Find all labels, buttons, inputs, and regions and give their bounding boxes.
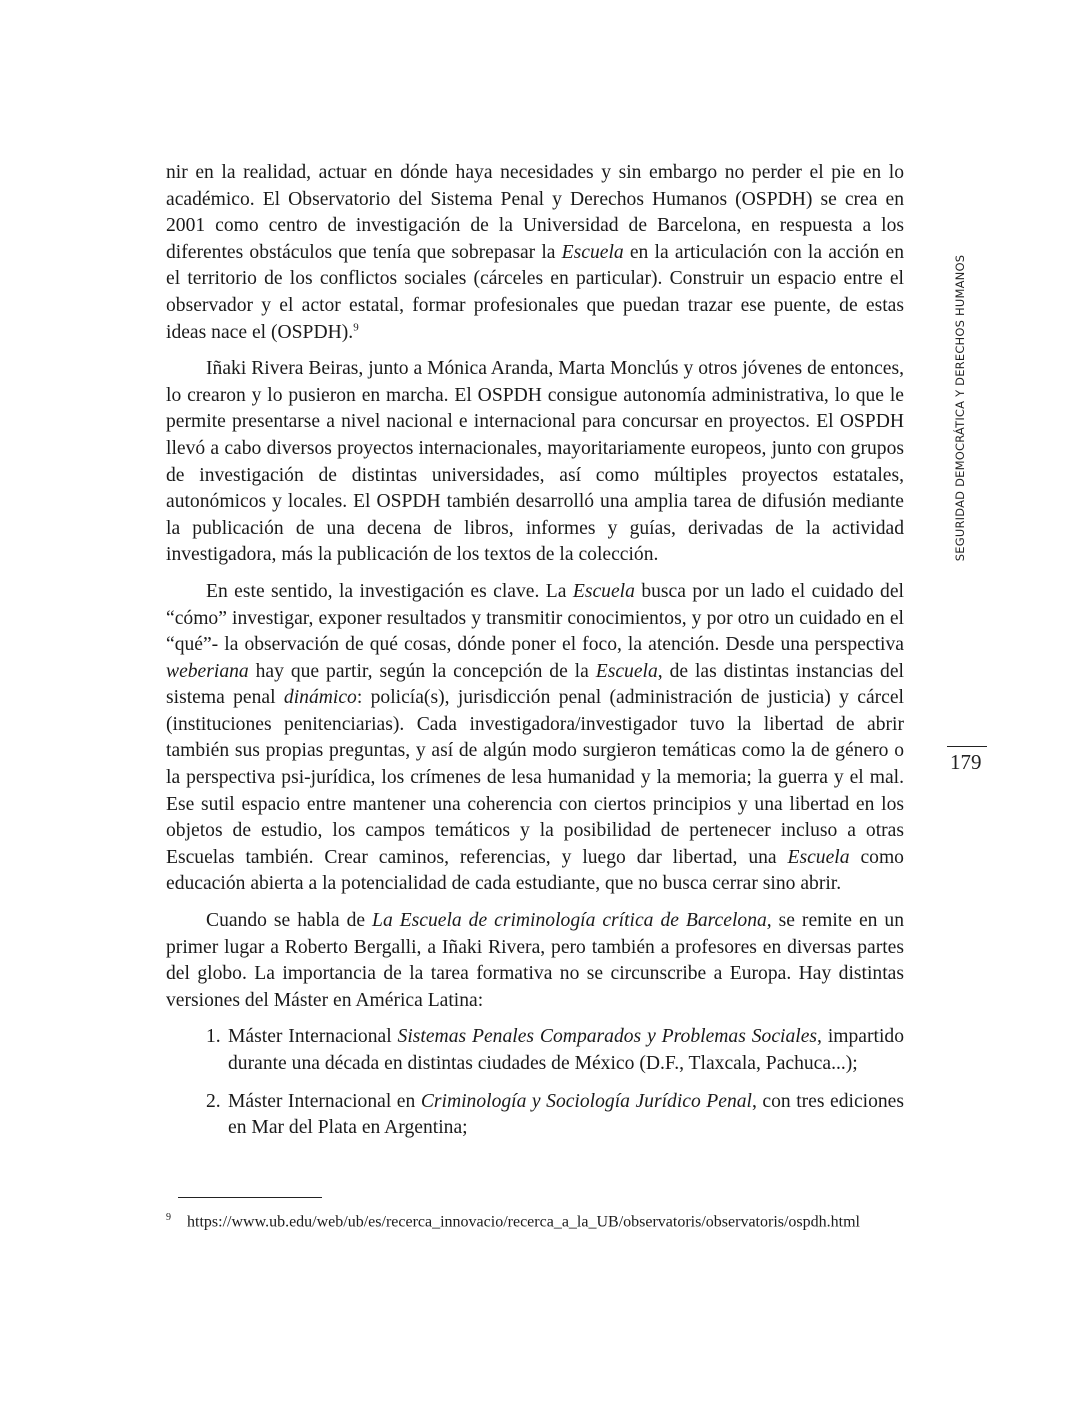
list-item: [166, 1024, 904, 1077]
master-list: [166, 1024, 904, 1141]
paragraph-3: [166, 579, 904, 898]
footnote-divider: [178, 1197, 322, 1198]
text-run: Máster Internacional: [228, 1026, 398, 1048]
footnote-reference[interactable]: 9: [353, 321, 359, 334]
text-run: busca por un lado el cuidado del “cómo” investigar, exponer resultados y transmitir conocimientos, y por otro un cuidado en el “qué”- la observación de qué cosas, dónde poner el foco, la atención. Desde una perspectiva: [166, 580, 904, 656]
list-item: [166, 1089, 904, 1142]
footnote-link[interactable]: https://www.ub.edu/web/ub/es/recerca_innovacio/recerca_a_la_UB/observatoris/observatoris/ospdh.html: [187, 1213, 860, 1231]
italic-term: La Escuela de criminología crítica de Barcelona,: [372, 910, 772, 932]
page-number-rule: [947, 746, 987, 747]
list-number: 2.: [206, 1090, 221, 1112]
italic-term: Sistemas Penales Comparados y Problemas Sociales: [397, 1026, 818, 1048]
italic-term: Escuela: [572, 580, 635, 602]
italic-term: dinámico: [283, 687, 357, 709]
running-head: [950, 248, 970, 568]
text-run: Máster Internacional en: [228, 1090, 421, 1112]
text-run: Iñaki Rivera Beiras, junto a Mónica Aranda, Marta Monclús y otros jóvenes de entonces, lo crearon y lo pusieron en marcha. El OSPDH consigue autonomía administrativa, lo que le permite presentarse a nivel nacional e internacional para concursar en proyectos. El OSPDH llevó a cabo diversos proyectos internacionales, mayoritariamente europeos, junto con grupos de investigación de distintas universidades, así como múltiples proyectos estatales, autonómicos y locales. El OSPDH también desarrolló una amplia tarea de difusión mediante la publicación de una decena de libros, informes y guías, derivadas de la actividad investigadora, más la publicación de los textos de la colección.: [166, 358, 904, 566]
running-head-text: SEGURIDAD DEMOCRÁTICA Y DERECHOS HUMANOS: [953, 254, 967, 562]
text-run: como educación abierta a la potencialidad de cada estudiante, que no busca cerrar sino abrir.: [166, 846, 904, 895]
text-run: hay que partir, según la concepción de la: [248, 660, 596, 682]
text-run: se remite en un primer lugar a Roberto Bergalli, a Iñaki Rivera, pero también a profesores en diversas partes del globo. La importancia de la tarea formativa no se circunscribe a Europa. Hay distintas versiones del Máster en América Latina:: [166, 910, 904, 1011]
italic-term: Escuela: [561, 241, 624, 263]
footnote: [166, 1206, 904, 1234]
text-run: , de las distintas instancias del sistema penal: [166, 660, 904, 709]
text-run: en la articulación con la acción en el territorio de los conflictos sociales (cárceles en particular). Construir un espacio entre el observador y el actor estatal, formar profesionales que puedan trazar ese puente, de estas ideas nace el (OSPDH).: [166, 241, 904, 343]
text-run: Cuando se habla de: [206, 910, 373, 932]
italic-term: Escuela: [787, 846, 850, 868]
footnote-mark: 9: [166, 1212, 171, 1223]
italic-term: weberiana: [166, 660, 249, 682]
text-run: : policía(s), jurisdicción penal (administración de justicia) y cárcel (instituciones penitenciarias). Cada investigadora/investigador tuvo la libertad de abrir también sus propias preguntas, y así de algún modo surgieron temáticas como la de género o la perspectiva psi-jurídica, los crímenes de lesa humanidad y la memoria; la guerra y el mal. Ese sutil espacio entre mantener una coherencia con ciertos principios y una libertad en los objetos de estudio, los campos temáticos y la posibilidad de pertenecer incluso a otras Escuelas también. Crear caminos, referencias, y luego dar libertad, una: [166, 687, 905, 868]
body-text: [166, 160, 904, 1153]
italic-term: Escuela: [595, 660, 658, 682]
text-run: , impartido durante una década en distintas ciudades de México (D.F., Tlaxcala, Pachuca...);: [228, 1026, 905, 1074]
text-run: , con tres ediciones en Mar del Plata en Argentina;: [228, 1090, 905, 1139]
page-number: 179: [950, 750, 982, 774]
italic-term: Criminología y Sociología Jurídico Penal: [420, 1090, 752, 1112]
text-run: nir en la realidad, actuar en dónde haya necesidades y sin embargo no perder el pie en lo académico. El Observatorio del Sistema Penal y Derechos Humanos (OSPDH) se crea en 2001 como centro de investigación de la Universidad de Barcelona, en respuesta a los diferentes obstáculos que tenía que sobrepasar la: [166, 162, 904, 263]
list-number: 1.: [206, 1026, 221, 1048]
text-run: En este sentido, la investigación es clave. La: [206, 580, 573, 602]
paragraph-2: [166, 356, 904, 569]
paragraph-4: [166, 908, 904, 1014]
paragraph-1: [166, 160, 904, 346]
